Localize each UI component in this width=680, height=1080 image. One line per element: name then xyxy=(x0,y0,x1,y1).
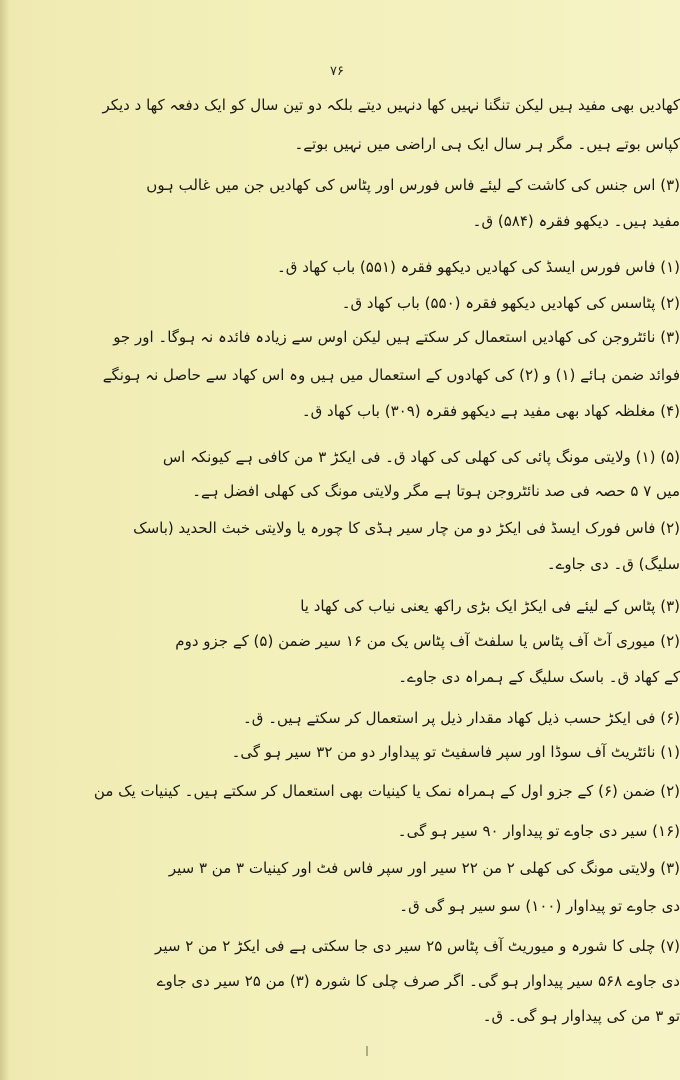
text-line-10: (۵) (۱) ولایتی مونگ پائی کی کھلی کی کھاد ق۔ فی ایکڑ ۳ من کافی ہے کیونکہ اس xyxy=(162,448,680,466)
text-line-17: (۶) فی ایکڑ حسب ذیل کھاد مقدار ذیل پر استعمال کر سکتے ہیں۔ ق۔ xyxy=(243,709,680,727)
text-line-15: (۲) میوری آٹ آف پٹاس یا سلفٹ آف پٹاس یک من ۱۶ سیر ضمن (۵) کے جزو دوم xyxy=(175,632,680,650)
text-line-20: (۱۶) سیر دی جاوے تو پیداوار ۹۰ سیر ہو گی۔ xyxy=(397,822,680,840)
text-line-21: (۳) ولایتی مونگ کی کھلی ۲ من ۲۲ سیر اور سپر فاس فٹ اور کینیات ۳ من ۳ سیر xyxy=(168,859,680,877)
text-line-22: دی جاوے تو پیداوار (۱۰۰) سو سیر ہو گی ق۔ xyxy=(399,897,680,915)
text-line-18: (۱) نائٹریٹ آف سوڈا اور سپر فاسفیٹ تو پیداوار دو من ۳۲ سیر ہو گی۔ xyxy=(231,743,680,761)
text-line-8: فوائد ضمن ہائے (۱) و (۲) کی کھادوں کے استعمال میں ہیں وہ اس کھاد سے حاصل نہ ہونگے xyxy=(102,366,680,384)
text-line-14: (۳) پٹاس کے لیئے فی ایکڑ ایک بڑی راکھ یعنی نیاب کی کھاد یا xyxy=(300,597,680,615)
text-line-12: (۲) فاس فورک ایسڈ فی ایکڑ دو من چار سیر ہڈی کا چورہ یا ولایتی خبث الحدید (باسک xyxy=(133,519,680,537)
text-line-5: (۱) فاس فورس ایسڈ کی کھادیں دیکھو فقرہ (۵۵۱) باب کھاد ق۔ xyxy=(277,258,680,276)
text-line-11: میں ۷ ۵ حصہ فی صد نائٹروجن ہوتا ہے مگر ولایتی مونگ کی کھلی افضل ہے۔ xyxy=(192,482,680,500)
text-line-1: کھادیں بھی مفید ہیں لیکن تنگنا نہیں کھا دنہیں دیتے بلکہ دو تین سال کو ایک دفعہ کھا د دیکر xyxy=(102,96,680,114)
text-line-2: کپاس بوتے ہیں۔ مگر ہر سال ایک ہی اراضی میں نہیں بوتے۔ xyxy=(294,135,680,153)
text-line-3: (۳) اس جنس کی کاشت کے لیئے فاس فورس اور پٹاس کی کھادیں جن میں غالب ہوں xyxy=(146,176,680,194)
page-edge-shadow xyxy=(0,0,10,1080)
text-line-19: (۲) ضمن (۶) کے جزو اول کے ہمراہ نمک یا کینیات بھی استعمال کر سکتے ہیں۔ کینیات یک من xyxy=(93,782,680,800)
text-line-25: تو ۳ من کی پیداوار ہو گی۔ ق۔ xyxy=(482,1007,680,1025)
text-line-7: (۳) نائٹروجن کی کھادیں استعمال کر سکتے ہیں لیکن اوس سے زیادہ فائدہ نہ ہوگا۔ اور جو xyxy=(113,328,680,346)
text-line-24: دی جاوے ۵۶۸ سیر پیداوار ہو گی۔ اگر صرف چلی کا شورہ (۳) من ۲۵ سیر دی جاوے xyxy=(156,972,680,990)
text-line-9: (۴) مغلظہ کھاد بھی مفید ہے دیکھو فقرہ (۳۰۹) باب کھاد ق۔ xyxy=(301,402,680,420)
text-line-16: کے کھاد ق۔ باسک سلیگ کے ہمراہ دی جاوے۔ xyxy=(398,668,680,686)
text-line-4: مفید ہیں۔ دیکھو فقرہ (۵۸۴) ق۔ xyxy=(472,212,680,230)
page-number: ۷۶ xyxy=(330,64,344,79)
text-line-23: (۷) چلی کا شورہ و میوریٹ آف پٹاس ۲۵ سیر دی جا سکتی ہے فی ایکڑ ۲ من ۲ سیر xyxy=(155,937,680,955)
text-line-13: سلیگ) ق۔ دی جاوے۔ xyxy=(546,555,680,573)
stray-ink-mark xyxy=(366,1046,368,1056)
text-line-6: (۲) پٹاسس کی کھادیں دیکھو فقرہ (۵۵۰) باب کھاد ق۔ xyxy=(341,294,680,312)
